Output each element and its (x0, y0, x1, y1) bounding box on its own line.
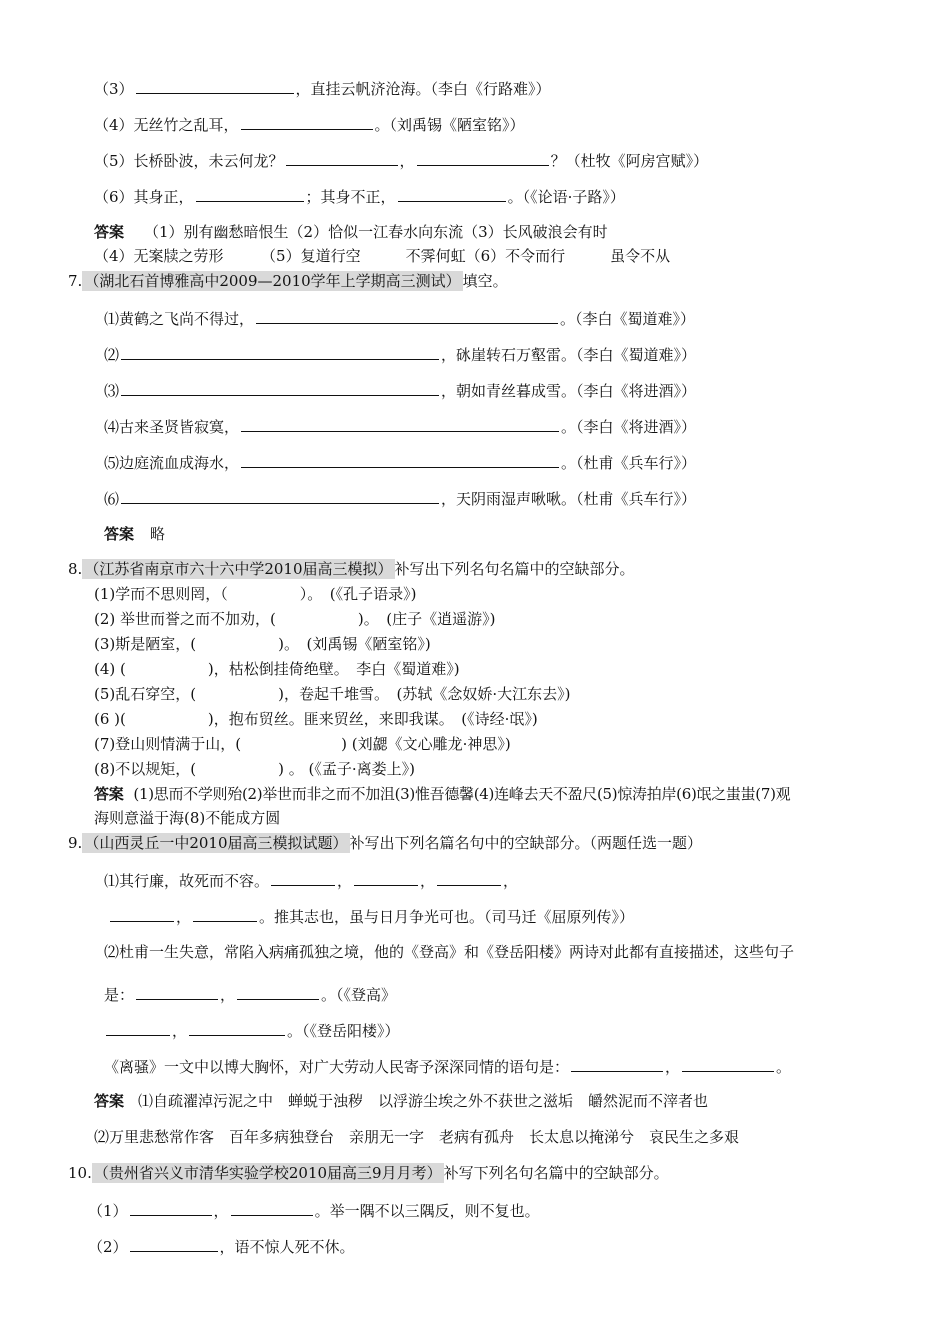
q6-item-3-prefix: （3） (94, 80, 134, 98)
answer-blank[interactable] (571, 1056, 663, 1072)
answer-blank[interactable] (136, 984, 218, 1000)
question-number: 9. (68, 834, 83, 852)
answer-blank[interactable] (241, 416, 559, 432)
q9-item-1-comma: ， (420, 872, 436, 890)
answer-blank[interactable] (193, 906, 257, 922)
q7-item-5 (104, 452, 696, 473)
q10-item-2 (88, 1236, 355, 1257)
q6-item-6-mid: ；其身不正， (305, 188, 396, 206)
answer-blank[interactable] (271, 870, 335, 886)
q7-answer (104, 524, 165, 544)
answer-blank[interactable] (237, 984, 319, 1000)
q8-item-8-suffix: ) 。 (《孟子·离娄上》) (278, 760, 415, 778)
answer-blank[interactable] (110, 906, 174, 922)
q10-item-1-comma: ， (213, 1202, 229, 1220)
answer-blank[interactable] (256, 308, 558, 324)
q10-item-2-prefix: （2） (88, 1238, 128, 1256)
q10-item-1-prefix: （1） (88, 1202, 128, 1220)
q6-answer-line-2: （4）无案牍之劳形 （5）复道行空 不霁何虹（6）不令而行 虽令不从 (94, 247, 671, 265)
q7-item-1 (104, 308, 695, 329)
answer-blank[interactable] (437, 870, 501, 886)
q8-item-8-prefix: (8)不以规矩，( (94, 760, 197, 778)
q10-header (68, 1163, 669, 1183)
q9-item-1 (104, 870, 518, 891)
q9-header (68, 833, 702, 853)
q7-item-6 (104, 488, 696, 509)
q8-item-6-prefix: (6 )( (94, 710, 126, 728)
q10-item-1 (88, 1200, 540, 1221)
q9-item-2-line-3 (104, 1020, 400, 1041)
q9-item-1-comma: ， (337, 872, 353, 890)
q7-item-1-prefix: ⑴黄鹤之飞尚不得过， (104, 310, 255, 328)
q10-item-2-suffix: ，语不惊人死不休。 (219, 1238, 355, 1256)
q8-item-8 (94, 759, 415, 779)
q7-item-5-prefix: ⑸边庭流血成海水， (104, 454, 240, 472)
q9-item-1-cont (108, 906, 634, 927)
q9-item-2-comma: ， (172, 1022, 188, 1040)
question-source: （江苏省南京市六十六中学2010届高三模拟） (84, 560, 393, 578)
q6-item-6 (94, 186, 625, 207)
q7-item-6-prefix: ⑹ (104, 490, 120, 508)
q6-answer-line-1: （1）别有幽愁暗恨生（2）恰似一江春水向东流（3）长风破浪会有时 (144, 223, 608, 241)
question-instruction: 补写出下列名篇名句中的空缺部分。（两题任选一题） (349, 834, 703, 852)
answer-label: 答案 (94, 1092, 125, 1110)
q9-answer-line-2: ⑵万里悲愁常作客 百年多病独登台 亲朋无一字 老病有孤舟 长太息以掩涕兮 哀民生之多艰 (94, 1128, 740, 1146)
q9-item-1-comma: ， (503, 872, 519, 890)
answer-blank[interactable] (682, 1056, 774, 1072)
answer-blank[interactable] (121, 488, 439, 504)
answer-blank[interactable] (121, 380, 439, 396)
q9-item-3 (104, 1056, 791, 1077)
q6-item-5-prefix: （5）长桥卧波，未云何龙？ (94, 152, 284, 170)
q8-item-6 (94, 709, 538, 729)
q8-item-3 (94, 634, 431, 654)
q9-item-2-suffix: 。（《登高》 (321, 986, 397, 1004)
question-source: （山西灵丘一中2010届高三模拟试题） (84, 834, 348, 852)
q9-item-1-comma: ， (176, 908, 192, 926)
answer-blank[interactable] (130, 1200, 212, 1216)
q9-item-2-suffix: 。（《登岳阳楼》） (287, 1022, 400, 1040)
q8-item-6-suffix: )，抱布贸丝。匪来贸丝，来即我谋。 (《诗经·氓》) (207, 710, 538, 728)
question-source: （贵州省兴义市清华实验学校2010届高三9月月考） (93, 1164, 442, 1182)
q6-item-5 (94, 150, 708, 171)
q8-item-1-suffix: ）。 (《孔子语录》) (299, 585, 417, 603)
q6-item-4-prefix: （4）无丝竹之乱耳， (94, 116, 239, 134)
answer-label: 答案 (94, 785, 124, 803)
q8-item-1 (94, 584, 416, 604)
q8-answer-line-2: 海则意溢于海(8)不能成方圆 (94, 809, 281, 827)
answer-blank[interactable] (241, 452, 559, 468)
q7-item-1-suffix: 。（李白《蜀道难》） (560, 310, 696, 328)
q7-item-2-suffix: ，砯崖转石万壑雷。（李白《蜀道难》） (441, 346, 697, 364)
q9-item-1-prefix: ⑴其行廉，故死而不容。 (104, 872, 270, 890)
q8-item-2 (94, 609, 495, 629)
question-instruction: 补写下列名句名篇中的空缺部分。 (443, 1164, 669, 1182)
answer-blank[interactable] (106, 1020, 170, 1036)
q8-answer-line-1: (1)思而不学则殆(2)举世而非之而不加沮(3)惟吾德馨(4)连峰去天不盈尺(5)惊涛拍岸(6)氓之蚩蚩(7)观 (133, 785, 791, 803)
q9-item-3-suffix: 。 (776, 1058, 792, 1076)
q7-item-6-suffix: ，天阴雨湿声啾啾。（杜甫《兵车行》） (441, 490, 697, 508)
q6-item-5-mid: ， (399, 152, 415, 170)
q6-answer (94, 222, 608, 242)
q8-header (68, 559, 635, 579)
q8-item-7-prefix: (7)登山则情满于山，( (94, 735, 242, 753)
question-number: 7. (68, 272, 83, 290)
q9-answer (94, 1091, 708, 1111)
answer-blank[interactable] (241, 114, 373, 130)
answer-blank[interactable] (189, 1020, 285, 1036)
answer-blank[interactable] (286, 150, 398, 166)
q9-item-2-line-2 (104, 984, 396, 1005)
q7-item-2 (104, 344, 696, 365)
answer-blank[interactable] (231, 1200, 313, 1216)
q8-item-5-suffix: )，卷起千堆雪。 (苏轼《念奴娇·大江东去》) (278, 685, 571, 703)
answer-blank[interactable] (136, 78, 294, 94)
q7-header (68, 271, 508, 291)
q8-item-5 (94, 684, 570, 704)
q8-item-4-prefix: (4) ( (94, 660, 126, 678)
q9-answer-line-1: ⑴自疏濯淖污泥之中 蝉蜕于浊秽 以浮游尘埃之外不获世之滋垢 皭然泥而不滓者也 (138, 1092, 709, 1110)
q8-answer (94, 784, 790, 804)
answer-blank[interactable] (196, 186, 304, 202)
q8-item-5-prefix: (5)乱石穿空，( (94, 685, 197, 703)
q8-item-3-suffix: )。 (刘禹锡《陋室铭》) (278, 635, 431, 653)
q6-item-3 (94, 78, 551, 99)
q6-item-6-suffix: 。（《论语·子路》） (507, 188, 625, 206)
question-number: 10. (68, 1164, 92, 1182)
answer-blank[interactable] (354, 870, 418, 886)
q6-item-6-prefix: （6）其身正， (94, 188, 194, 206)
q8-item-7 (94, 734, 511, 754)
q7-item-2-prefix: ⑵ (104, 346, 120, 364)
q9-item-2: ⑵杜甫一生失意，常陷入病痛孤独之境，他的《登高》和《登岳阳楼》两诗对此都有直接描述，这些句子 (104, 943, 795, 961)
q7-item-5-suffix: 。（杜甫《兵车行》） (561, 454, 697, 472)
q6-item-5-suffix: ？（杜牧《阿房宫赋》） (550, 152, 709, 170)
q9-item-2-comma: ， (220, 986, 236, 1004)
q8-item-2-prefix: (2) 举世而誉之而不加劝，( (94, 610, 276, 628)
q7-item-4-suffix: 。（李白《将进酒》） (561, 418, 697, 436)
answer-blank[interactable] (398, 186, 506, 202)
q9-item-3-prefix: 《离骚》一文中以博大胸怀，对广大劳动人民寄予深深同情的语句是： (104, 1058, 570, 1076)
q8-item-3-prefix: (3)斯是陋室，( (94, 635, 197, 653)
answer-blank[interactable] (121, 344, 439, 360)
answer-label: 答案 (104, 525, 135, 543)
q7-item-4 (104, 416, 696, 437)
q9-item-2-prefix: 是： (104, 986, 135, 1004)
q6-item-3-suffix: ，直挂云帆济沧海。（李白《行路难》） (295, 80, 551, 98)
answer-label: 答案 (94, 223, 125, 241)
q7-item-3-suffix: ，朝如青丝暮成雪。（李白《将进酒》） (441, 382, 697, 400)
q7-item-3-prefix: ⑶ (104, 382, 120, 400)
q8-item-2-suffix: )。 (庄子《逍遥游》) (357, 610, 496, 628)
q9-item-1-suffix: 。推其志也，虽与日月争光可也。（司马迁《屈原列传》） (259, 908, 635, 926)
q6-item-4-suffix: 。（刘禹锡《陋室铭》） (374, 116, 525, 134)
q8-item-4-suffix: )，枯松倒挂倚绝壁。 李白《蜀道难》) (207, 660, 460, 678)
q6-item-4 (94, 114, 525, 135)
question-number: 8. (68, 560, 83, 578)
q9-item-3-comma: ， (665, 1058, 681, 1076)
q7-item-3 (104, 380, 696, 401)
q7-answer-text: 略 (150, 525, 166, 543)
question-instruction: 填空。 (462, 272, 508, 290)
q8-item-1-prefix: (1)学而不思则罔，（ (94, 585, 228, 603)
q8-item-4 (94, 659, 460, 679)
q8-item-7-suffix: ) (刘勰《文心雕龙·神思》) (341, 735, 511, 753)
question-instruction: 补写出下列名句名篇中的空缺部分。 (394, 560, 635, 578)
question-source: （湖北石首博雅高中2009—2010学年上学期高三测试） (84, 272, 461, 290)
answer-blank[interactable] (417, 150, 549, 166)
q10-item-1-suffix: 。举一隅不以三隅反，则不复也。 (314, 1202, 540, 1220)
q7-item-4-prefix: ⑷古来圣贤皆寂寞， (104, 418, 240, 436)
answer-blank[interactable] (130, 1236, 218, 1252)
